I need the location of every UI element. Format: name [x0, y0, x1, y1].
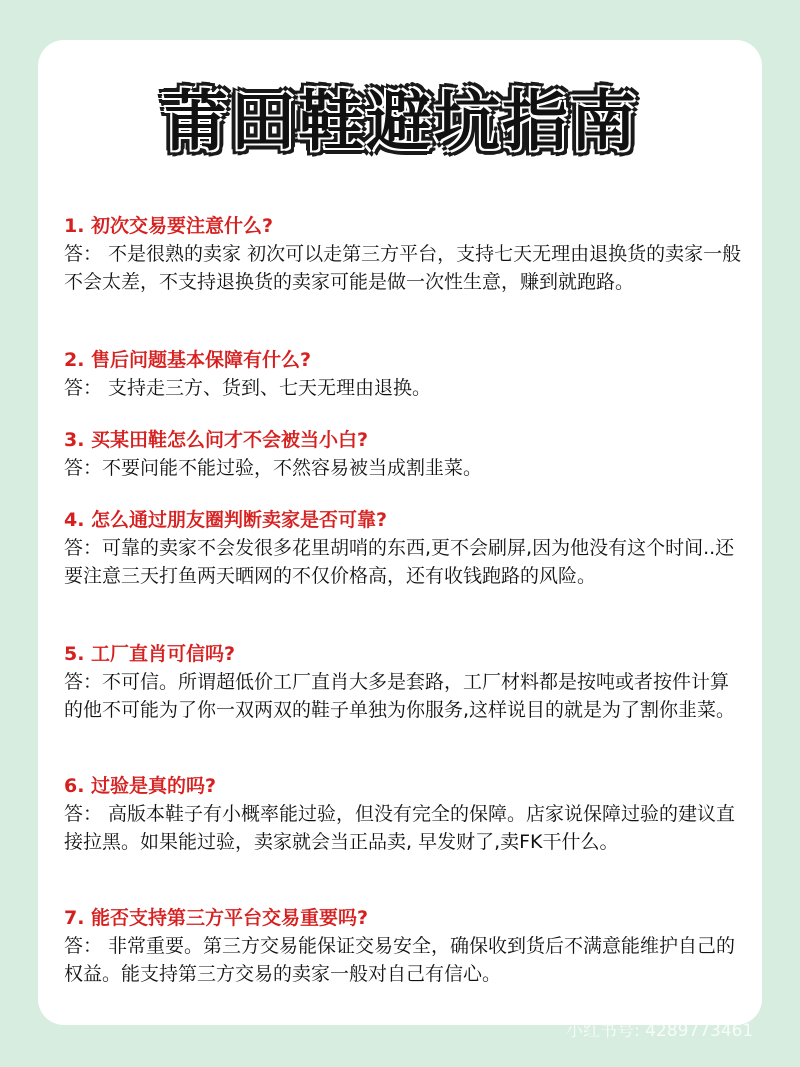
qa-item-7 [64, 904, 744, 988]
qa-item-1 [64, 212, 744, 296]
qa-item-4 [64, 506, 744, 590]
answer-5: 答：不可信。所谓超低价工厂直肖大多是套路，工厂材料都是按吨或者按件计算的他不可能为了你一双两双的鞋子单独为你服务,这样说目的就是为了割你韭菜。 [64, 671, 736, 721]
answer-6: 答： 高版本鞋子有小概率能过验，但没有完全的保障。店家说保障过验的建议直接拉黑。如果能过验，卖家就会当正品卖, 早发财了,卖FK干什么。 [64, 803, 736, 853]
question-2: 2. 售后问题基本保障有什么? [64, 349, 312, 371]
content-card [38, 40, 762, 1025]
qa-item-3 [64, 426, 744, 482]
question-5: 5. 工厂直肖可信吗? [64, 643, 236, 665]
question-4: 4. 怎么通过朋友圈判断卖家是否可靠? [64, 509, 388, 531]
answer-2: 答： 支持走三方、货到、七天无理由退换。 [64, 377, 432, 399]
qa-item-5 [64, 640, 744, 724]
question-1: 1. 初次交易要注意什么? [64, 215, 274, 237]
watermark-text: 小红书号: 4289773461 [566, 1021, 754, 1041]
watermark-logo: 小红书 [702, 988, 754, 1014]
question-6: 6. 过验是真的吗? [64, 775, 217, 797]
question-3: 3. 买某田鞋怎么问才不会被当小白? [64, 429, 369, 451]
answer-7: 答： 非常重要。第三方交易能保证交易安全，确保收到货后不满意能维护自己的权益。能支持第三方交易的卖家一般对自己有信心。 [64, 935, 736, 985]
answer-4: 答：可靠的卖家不会发很多花里胡哨的东西,更不会刷屏,因为他没有这个时间..还要注意三天打鱼两天晒网的不仅价格高，还有收钱跑路的风险。 [64, 537, 735, 587]
page-title: 莆田鞋避坑指南 [162, 83, 638, 160]
qa-item-6 [64, 772, 744, 856]
answer-1: 答： 不是很熟的卖家 初次可以走第三方平台，支持七天无理由退换货的卖家一般不会太差，不支持退换货的卖家可能是做一次性生意，赚到就跑路。 [64, 243, 742, 293]
qa-item-2 [64, 346, 744, 402]
answer-3: 答：不要问能不能过验，不然容易被当成割韭菜。 [64, 457, 483, 479]
question-7: 7. 能否支持第三方平台交易重要吗? [64, 907, 369, 929]
